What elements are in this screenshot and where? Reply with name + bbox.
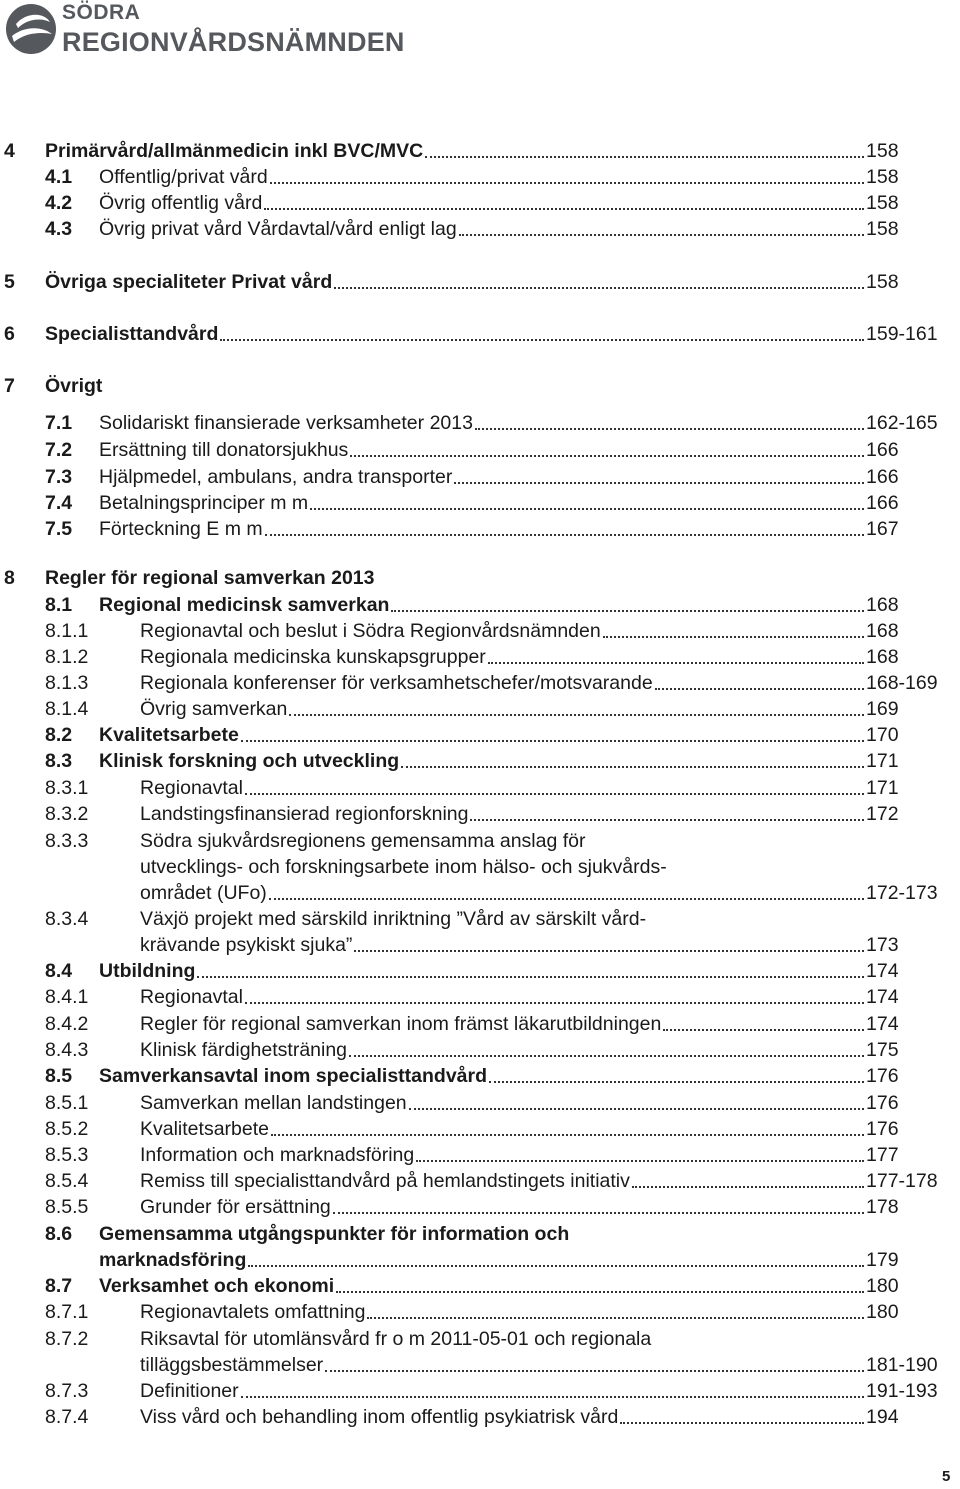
toc-number: 6 bbox=[4, 323, 15, 345]
toc-page: 176 bbox=[866, 1065, 899, 1087]
toc-entry-8-5-2[interactable] bbox=[0, 1116, 960, 1142]
toc-entry-7-1[interactable] bbox=[0, 410, 960, 436]
toc-number: 8.3.4 bbox=[45, 908, 89, 930]
toc-entry-8-3-2[interactable] bbox=[0, 801, 960, 827]
toc-page: 158 bbox=[866, 192, 899, 214]
toc-page: 181-190 bbox=[866, 1354, 938, 1376]
toc-number: 8.5 bbox=[45, 1065, 73, 1087]
toc-page: 166 bbox=[866, 439, 899, 461]
toc-entry-4[interactable] bbox=[0, 138, 960, 164]
toc-title: Regionavtal och beslut i Södra Regionvårdsnämnden bbox=[140, 618, 866, 644]
org-name-line2: REGIONVÅRDSNÄMNDEN bbox=[62, 27, 405, 57]
toc-page: 168 bbox=[866, 620, 899, 642]
toc-entry-8-4-1[interactable] bbox=[0, 984, 960, 1010]
toc-number: 8.3.3 bbox=[45, 830, 89, 852]
toc-page: 172 bbox=[866, 803, 899, 825]
toc-title: Verksamhet och ekonomi bbox=[99, 1273, 866, 1299]
toc-entry-4-2[interactable] bbox=[0, 190, 960, 216]
toc-entry-8-3-4[interactable] bbox=[0, 906, 960, 958]
toc-title: Hjälpmedel, ambulans, andra transporter bbox=[99, 464, 866, 490]
toc-number: 4 bbox=[4, 140, 15, 162]
toc-title: Regionavtalets omfattning bbox=[140, 1299, 866, 1325]
toc-number: 5 bbox=[4, 271, 15, 293]
toc-entry-8-7[interactable] bbox=[0, 1273, 960, 1299]
toc-page: 171 bbox=[866, 750, 899, 772]
toc-entry-8-5-3[interactable] bbox=[0, 1142, 960, 1168]
toc-page: 175 bbox=[866, 1039, 899, 1061]
toc-title: Specialisttandvård bbox=[45, 321, 866, 347]
toc-entry-8-4-2[interactable] bbox=[0, 1011, 960, 1037]
toc-entry-8-5-5[interactable] bbox=[0, 1194, 960, 1220]
toc-number: 7 bbox=[4, 375, 15, 397]
toc-entry-7[interactable] bbox=[0, 373, 960, 399]
toc-number: 8.3.2 bbox=[45, 803, 89, 825]
toc-entry-8-1[interactable] bbox=[0, 592, 960, 618]
toc-number: 8.4.3 bbox=[45, 1039, 89, 1061]
toc-entry-8-7-2[interactable] bbox=[0, 1326, 960, 1378]
toc-page: 177-178 bbox=[866, 1170, 938, 1192]
toc-entry-8-5[interactable] bbox=[0, 1063, 960, 1089]
toc-number: 8 bbox=[4, 567, 15, 589]
toc-number: 8.5.3 bbox=[45, 1144, 89, 1166]
toc-entry-8-4-3[interactable] bbox=[0, 1037, 960, 1063]
toc-number: 8.3 bbox=[45, 750, 73, 772]
toc-title: området (UFo) bbox=[140, 880, 866, 906]
toc-page: 194 bbox=[866, 1406, 899, 1428]
toc-page: 159-161 bbox=[866, 323, 938, 345]
toc-title: Ersättning till donatorsjukhus bbox=[99, 437, 866, 463]
toc-number: 8.1.2 bbox=[45, 646, 89, 668]
toc-title: Regional medicinsk samverkan bbox=[99, 592, 866, 618]
toc-page: 168-169 bbox=[866, 672, 938, 694]
toc-title: Information och marknadsföring bbox=[140, 1142, 866, 1168]
toc-number: 8.3.1 bbox=[45, 777, 89, 799]
toc-title: Regionavtal bbox=[140, 984, 866, 1010]
toc-number: 8.4.1 bbox=[45, 986, 89, 1008]
toc-title: Viss vård och behandling inom offentlig psykiatrisk vård bbox=[140, 1404, 866, 1430]
toc-page: 174 bbox=[866, 960, 899, 982]
org-name-line1: SÖDRA bbox=[62, 1, 141, 24]
toc-title: Kvalitetsarbete bbox=[140, 1116, 866, 1142]
toc-title: Övrigt bbox=[45, 375, 103, 397]
toc-entry-8-7-3[interactable] bbox=[0, 1378, 960, 1404]
toc-entry-8-7-4[interactable] bbox=[0, 1404, 960, 1430]
toc-title: Betalningsprinciper m m bbox=[99, 490, 866, 516]
toc-number: 8.5.1 bbox=[45, 1092, 89, 1114]
region-logo-icon bbox=[4, 2, 58, 56]
page-number: 5 bbox=[942, 1468, 951, 1485]
toc-entry-8-1-1[interactable] bbox=[0, 618, 960, 644]
toc-title-line2: utvecklings- och forskningsarbete inom hälso- och sjukvårds- bbox=[140, 856, 667, 878]
toc-number: 8.7.1 bbox=[45, 1301, 89, 1323]
toc-number: 4.1 bbox=[45, 166, 73, 188]
toc-page: 162-165 bbox=[866, 412, 938, 434]
toc-title: Övrig privat vård Vårdavtal/vård enligt lag bbox=[99, 216, 866, 242]
toc-page: 174 bbox=[866, 986, 899, 1008]
toc-title: Regler för regional samverkan 2013 bbox=[45, 567, 375, 589]
toc-title: Samverkan mellan landstingen bbox=[140, 1090, 866, 1116]
toc-title: Kvalitetsarbete bbox=[99, 722, 866, 748]
toc-number: 8.1.1 bbox=[45, 620, 89, 642]
toc-entry-7-4[interactable] bbox=[0, 490, 960, 516]
toc-title: Regler för regional samverkan inom främst läkarutbildningen bbox=[140, 1011, 866, 1037]
toc-page: 168 bbox=[866, 594, 899, 616]
toc-page: 191-193 bbox=[866, 1380, 938, 1402]
toc-entry-8-1-3[interactable] bbox=[0, 670, 960, 696]
toc-number: 7.1 bbox=[45, 412, 73, 434]
toc-title: Grunder för ersättning bbox=[140, 1194, 866, 1220]
toc-number: 8.1.3 bbox=[45, 672, 89, 694]
toc-number: 8.7.4 bbox=[45, 1406, 89, 1428]
toc-number: 8.7.2 bbox=[45, 1328, 89, 1350]
toc-number: 8.5.2 bbox=[45, 1118, 89, 1140]
toc-title: Klinisk forskning och utveckling bbox=[99, 748, 866, 774]
toc-title: Regionavtal bbox=[140, 775, 866, 801]
toc-page: 166 bbox=[866, 466, 899, 488]
toc-page: 178 bbox=[866, 1196, 899, 1218]
toc-entry-8-3-3[interactable] bbox=[0, 828, 960, 906]
toc-entry-4-3[interactable] bbox=[0, 216, 960, 242]
toc-entry-6[interactable] bbox=[0, 321, 960, 347]
toc-page: 158 bbox=[866, 166, 899, 188]
toc-page: 169 bbox=[866, 698, 899, 720]
toc-page: 180 bbox=[866, 1275, 899, 1297]
toc-entry-5[interactable] bbox=[0, 269, 960, 295]
toc-entry-8-1-4[interactable] bbox=[0, 696, 960, 722]
toc-entry-8-4[interactable] bbox=[0, 958, 960, 984]
toc-entry-7-2[interactable] bbox=[0, 437, 960, 463]
toc-page: 176 bbox=[866, 1118, 899, 1140]
toc-page: 179 bbox=[866, 1249, 899, 1271]
toc-number: 8.2 bbox=[45, 724, 73, 746]
toc-title: Övrig samverkan bbox=[140, 696, 866, 722]
toc-page: 173 bbox=[866, 934, 899, 956]
toc-page: 158 bbox=[866, 140, 899, 162]
toc-entry-7-5[interactable] bbox=[0, 516, 960, 542]
toc-title: Primärvård/allmänmedicin inkl BVC/MVC bbox=[45, 138, 866, 164]
toc-number: 8.1 bbox=[45, 594, 73, 616]
toc-number: 7.4 bbox=[45, 492, 73, 514]
toc-number: 4.2 bbox=[45, 192, 73, 214]
toc-entry-7-3[interactable] bbox=[0, 464, 960, 490]
toc-title: marknadsföring bbox=[99, 1247, 866, 1273]
toc-number: 4.3 bbox=[45, 218, 73, 240]
toc-number: 7.3 bbox=[45, 466, 73, 488]
toc-page: 180 bbox=[866, 1301, 899, 1323]
toc-entry-8-3-1[interactable] bbox=[0, 775, 960, 801]
toc-number: 8.6 bbox=[45, 1223, 73, 1245]
toc-title: Förteckning E m m bbox=[99, 516, 866, 542]
toc-title: krävande psykiskt sjuka” bbox=[140, 932, 866, 958]
toc-entry-8-7-1[interactable] bbox=[0, 1299, 960, 1325]
toc-title: Regionala konferenser för verksamhetschefer/motsvarande bbox=[140, 670, 866, 696]
toc-title: Övrig offentlig vård bbox=[99, 190, 866, 216]
toc-title: Regionala medicinska kunskapsgrupper bbox=[140, 644, 866, 670]
toc-title: Övriga specialiteter Privat vård bbox=[45, 269, 866, 295]
toc-title: Klinisk färdighetsträning bbox=[140, 1037, 866, 1063]
toc-title-line1: Växjö projekt med särskild inriktning ”Vård av särskilt vård- bbox=[140, 908, 647, 930]
toc-entry-8-6[interactable] bbox=[0, 1221, 960, 1273]
toc-number: 8.7 bbox=[45, 1275, 73, 1297]
toc-entry-8-5-1[interactable] bbox=[0, 1090, 960, 1116]
toc-number: 8.4.2 bbox=[45, 1013, 89, 1035]
toc-title-line1: Riksavtal för utomlänsvård fr o m 2011-05-01 och regionala bbox=[140, 1328, 652, 1350]
toc-entry-8-5-4[interactable] bbox=[0, 1168, 960, 1194]
toc-number: 8.5.4 bbox=[45, 1170, 89, 1192]
toc-page: 168 bbox=[866, 646, 899, 668]
toc-title: Offentlig/privat vård bbox=[99, 164, 866, 190]
toc-number: 8.5.5 bbox=[45, 1196, 89, 1218]
toc-entry-8-1-2[interactable] bbox=[0, 644, 960, 670]
toc-title-line1: Gemensamma utgångspunkter för information och bbox=[99, 1223, 570, 1245]
toc-number: 8.7.3 bbox=[45, 1380, 89, 1402]
toc-number: 7.2 bbox=[45, 439, 73, 461]
toc-page: 170 bbox=[866, 724, 899, 746]
toc-page: 158 bbox=[866, 218, 899, 240]
toc-title: Remiss till specialisttandvård på hemlandstingets initiativ bbox=[140, 1168, 866, 1194]
toc-number: 8.4 bbox=[45, 960, 73, 982]
toc-page: 171 bbox=[866, 777, 899, 799]
toc-title: Solidariskt finansierade verksamheter 2013 bbox=[99, 410, 866, 436]
toc-page: 158 bbox=[866, 271, 899, 293]
toc-page: 172-173 bbox=[866, 882, 938, 904]
toc-entry-8-3[interactable] bbox=[0, 748, 960, 774]
toc-entry-4-1[interactable] bbox=[0, 164, 960, 190]
toc-entry-8-2[interactable] bbox=[0, 722, 960, 748]
toc-entry-8[interactable] bbox=[0, 565, 960, 591]
toc-title: Utbildning bbox=[99, 958, 866, 984]
toc-page: 166 bbox=[866, 492, 899, 514]
toc-page: 174 bbox=[866, 1013, 899, 1035]
toc-page: 167 bbox=[866, 518, 899, 540]
toc-title: tilläggsbestämmelser bbox=[140, 1352, 866, 1378]
toc-page: 177 bbox=[866, 1144, 899, 1166]
toc-number: 7.5 bbox=[45, 518, 73, 540]
toc-title-line1: Södra sjukvårdsregionens gemensamma anslag för bbox=[140, 830, 586, 852]
toc-page: 176 bbox=[866, 1092, 899, 1114]
toc-number: 8.1.4 bbox=[45, 698, 89, 720]
toc-title: Landstingsfinansierad regionforskning bbox=[140, 801, 866, 827]
toc-title: Definitioner bbox=[140, 1378, 866, 1404]
toc-title: Samverkansavtal inom specialisttandvård bbox=[99, 1063, 866, 1089]
